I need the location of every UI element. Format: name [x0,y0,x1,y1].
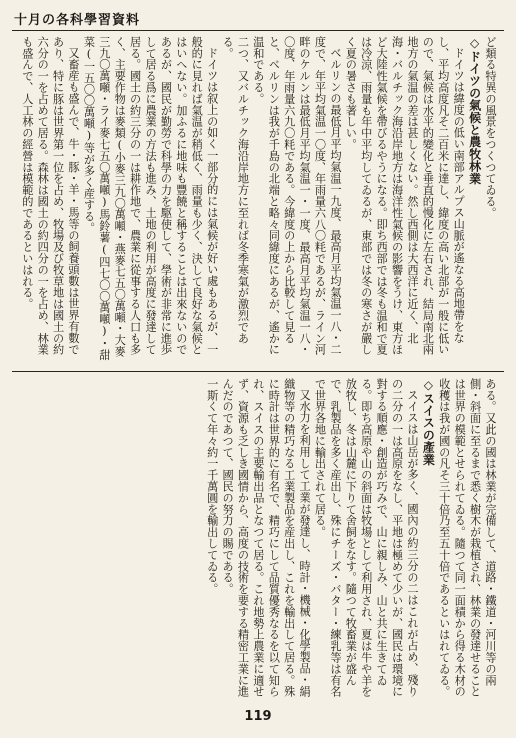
germany-paragraph-4: ドイツは叙上の如く一部分的には氣候が好い處もあるが、一般的に見れば氣温が稍低く、雨量も少く、決して良好な氣候とはいへない。加ふるに地味も豐饒と稱することは出來ないのであるが、國民が勤勞で科學の力を駆使して、學術が非常に進歩して居る爲に農業の方法も進み、土地の利用が高度に發達して居る。國土の約三分の一は耕作地で、農業に從事する人口も多く、主要作物は麥類(小麥三九〇萬噸・燕麥七五〇萬噸・大麥三九〇萬噸・ライ麥七五〇萬噸)馬鈴薯(四七〇〇萬噸)・甜菜(一五〇〇萬噸)等が多く産する。 [82,36,219,361]
section-heading-switzerland: ◇スイスの產業 [421,378,436,466]
header-rule [12,30,504,31]
germany-paragraph-5: 又畜産も盛んで、牛・豚・羊・馬等の飼養頭數は世界有數であり、特に豚は世界第一位を占め、牧場及び牧草地は國土の約六分の一を占めて居る。森林は國土の約四分の一を占め、林業も盛んで、人工林の經營は模範的であるといはれる。 [20,36,81,356]
germany-paragraph-3: 二つ、又バルチック海沿岸地方に至れば冬季寒氣が激烈である。 [221,36,250,344]
germany-paragraph-1: ドイツは緯度の低い南部アルプス山脈が遙なる高地帶をなし、平均高度凡そ二百米に達し、緯度の高い北部が一般に低いので、氣候は水平的變化と垂直的慢化に左右され、結局南北兩地方の氣温の差は甚しくない。然し西側は大西洋に近く、北海・バルチック海沿岸地方は海洋性氣候の影響をうけ、東方ほど大陸性氣候を帶びるやうになる。即ち西部では冬も温和で夏は冷涼、雨量も年中平均してゐるが、東部では冬の寒さが嚴しく夏の暑さも著しい。 [344,36,466,356]
lower-paragraph-1: ある。又此の國は林業が完備して、道路・鐵道・河川等の兩側・斜面に至るまで悉く樹木が栽植され、林業の發達せることは世界の模範とせられてゐる。隨つて同一面積から得る木材の收穫は我が國の凡そ三十倍乃至五十倍であるといはれてゐる。 [437,378,497,698]
lower-text-block [12,378,498,700]
swiss-paragraph-2: 又水力を利用して工業が發達し、時計・機械・化學製品・絹織物等の精巧なる工業製品を産出し、これを輸出して居る。殊に時計は世界的に有名で、精巧にして品質優秀なるを以て知られ、スイスの主要輸出品となつて居る。これ地勢上農業に適せず、資源も乏しき國情から、高度の技術を要する精密工業に進んだのであつて、國民の努力の賜である。 [221,378,312,698]
running-title: 十月の各科學習資料 [14,13,141,28]
germany-paragraph-2: ベルリンの最低月平均氣温一九度、最高月平均氣温一八・二度で、年平均氣温一〇度、年雨量六八〇粍であるが、ライン河畔のケルンは最低月平均氣温一・一度、最高月平均氣温一八・〇度、年雨量六九〇粍である。今緯度の上から比較して見ると、ベルリンは我が千島の北端と略々同緯度にあるが、遙かに温和である。 [251,36,342,356]
intro-paragraph: ど類る特異の風景をつくつてゐる。 [484,36,497,219]
swiss-paragraph-1: スイスは山岳が多く、國內の約三分の二はこれが占め、殘りの二分の一は高原をなし、平地は極めて少いが、國民は環境に對する順應・創造が巧みで、山に親しみ、山と共に生きてゐる。即ち高原や山の斜面は牧場として利用され、夏は牛や羊を放牧し、冬は山麓に下りて舍飼をなす。隨つて牧畜業が盛んで、乳製品を多く産出し、殊にチーズ・バター・練乳等は有名で世界各地に輸出されて居る。 [313,378,419,698]
swiss-paragraph-3: 一斯くて年々約一千萬圓を輸出してゐる。 [205,378,219,595]
page-number: 119 [244,709,272,724]
section-heading-germany: ◇ドイツの氣候と農牧林業 [467,36,482,185]
column-divider-rule [12,371,504,372]
upper-text-block [12,36,498,364]
